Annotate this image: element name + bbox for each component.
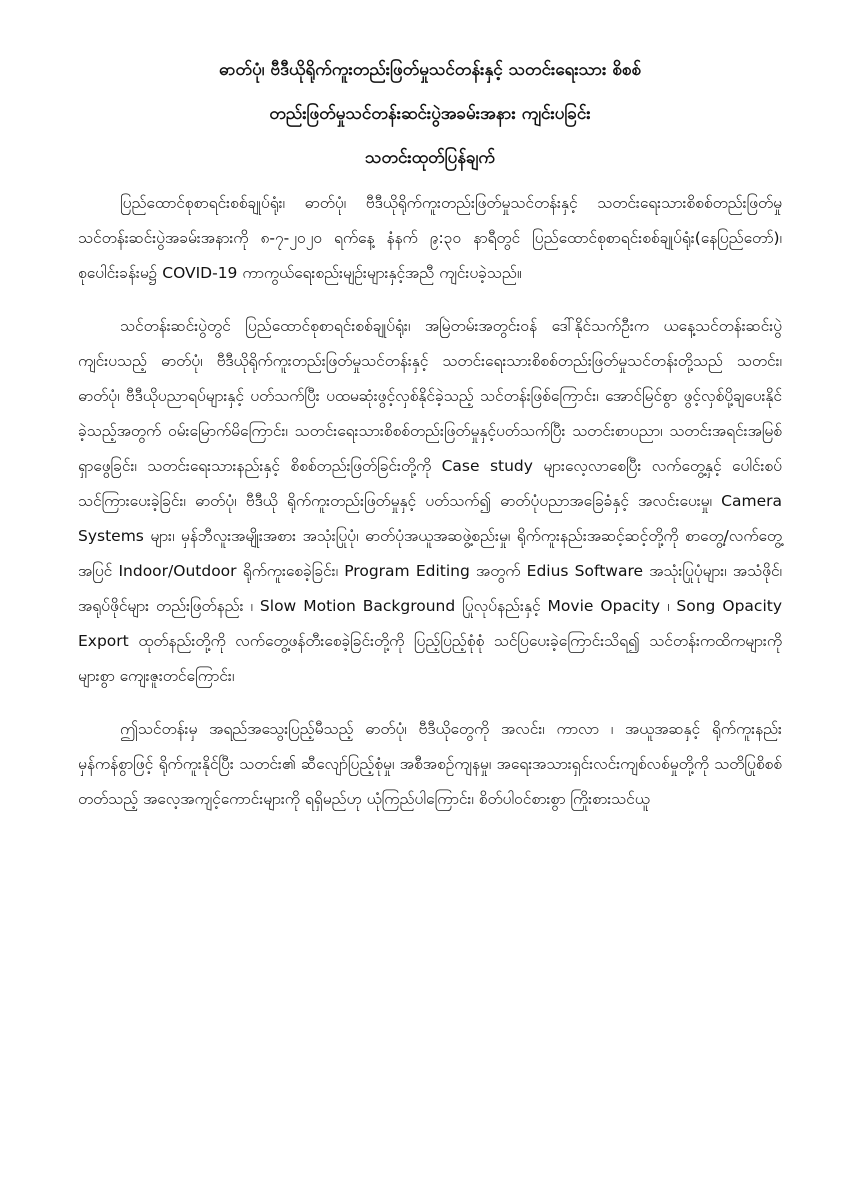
document-title-line-2: တည်းဖြတ်မှုသင်တန်းဆင်းပွဲအခမ်းအနား ကျင်းပခြင်း [269, 104, 591, 124]
paragraph-3: ဤသင်တန်းမှ အရည်အသွေးပြည့်မီသည့် ဓာတ်ပုံ၊ ဗီဒီယိုတွေကို အလင်း၊ ကာလာ ၊ အယူအဆနှင့် ရိုက်ကူးနည်းမှန်ကန်စွာဖြင့် ရိုက်ကူးနိုင်ပြီး သတင်း၏ ဆီလျော်ပြည့်စုံမှု၊ အစီအစဉ်ကျနမှု၊ အရေးအသားရှင်းလင်းကျစ်လစ်မှုတို့ကို သတိပြုစိစစ်တတ်သည့် အလေ့အကျင့်ကောင်းများကို ရရှိမည်ဟု ယုံကြည်ပါကြောင်း၊ စိတ်ပါဝင်စားစွာ ကြိုးစားသင်ယူ [78, 720, 782, 808]
paragraph-1: ပြည်ထောင်စုစာရင်းစစ်ချုပ်ရုံး၊ ဓာတ်ပုံ၊ ဗီဒီယိုရိုက်ကူးတည်းဖြတ်မှုသင်တန်းနှင့် သတင်းရေးသားစိစစ်တည်းဖြတ်မှုသင်တန်းဆင်းပွဲအခမ်းအနားကို ၈-၇-၂၀၂၀ ရက်နေ့ နံနက် ၉:၃၀ နာရီတွင် ပြည်ထောင်စုစာရင်းစစ်ချုပ်ရုံး(နေပြည်တော်)၊ စုပေါင်းခန်းမ၌ COVID-19 ကာကွယ်ရေးစည်းမျဉ်းများနှင့်အညီ ကျင်းပခဲ့သည်။ [78, 194, 782, 282]
paragraph-2: သင်တန်းဆင်းပွဲတွင် ပြည်ထောင်စုစာရင်းစစ်ချုပ်ရုံး၊ အမြဲတမ်းအတွင်းဝန် ဒေါ်နိုင်သက်ဦးက ယနေ့သင်တန်းဆင်းပွဲကျင်းပသည့် ဓာတ်ပုံ၊ ဗီဒီယိုရိုက်ကူးတည်းဖြတ်မှုသင်တန်းနှင့် သတင်းရေးသားစိစစ်တည်းဖြတ်မှုသင်တန်းတို့သည် သတင်း၊ ဓာတ်ပုံ၊ ဗီဒီယိုပညာရပ်များနှင့် ပတ်သက်ပြီး ပထမဆုံးဖွင့်လှစ်နိုင်ခဲ့သည့် သင်တန်းဖြစ်ကြောင်း၊ အောင်မြင်စွာ ဖွင့်လှစ်ပို့ချပေးနိုင်ခဲ့သည့်အတွက် ဝမ်းမြောက်မိကြောင်း၊ သတင်းရေးသားစိစစ်တည်းဖြတ်မှုနှင့်ပတ်သက်ပြီး သတင်းစာပညာ၊ သတင်းအရင်းအမြစ်ရှာဖွေခြင်း၊ သတင်းရေးသားနည်းနှင့် စိစစ်တည်းဖြတ်ခြင်းတို့ကို Case study များလေ့လာစေပြီး လက်တွေ့နှင့် ပေါင်းစပ်သင်ကြားပေးခဲ့ခြင်း၊ ဓာတ်ပုံ၊ ဗီဒီယို ရိုက်ကူးတည်းဖြတ်မှုနှင့် ပတ်သက်၍ ဓာတ်ပုံပညာအခြေခံနှင့် အလင်းပေးမှု၊ Camera Systems များ၊ မှန်ဘီလူးအမျိုးအစား အသုံးပြုပုံ၊ ဓာတ်ပုံအယူအဆဖွဲ့စည်းမှု၊ ရိုက်ကူးနည်းအဆင့်ဆင့်တို့ကို စာတွေ့/လက်တွေ့ အပြင် Indoor/Outdoor ရိုက်ကူးစေခဲ့ခြင်း၊ Program Editing အတွက် Edius Software အသုံးပြုပုံများ၊ အသံဖိုင်၊ အရုပ်ဖိုင်များ တည်းဖြတ်နည်း ၊ Slow Motion Background ပြုလုပ်နည်းနှင့် Movie Opacity ၊ Song Opacity Export ထုတ်နည်းတို့ကို လက်တွေ့ဖန်တီးစေခဲ့ခြင်းတို့ကို ပြည့်ပြည့်စုံစုံ သင်ပြပေးခဲ့ကြောင်းသိရ၍ သင်တန်းကထိကများကို များစွာ ကျေးဇူးတင်ကြောင်း၊ [78, 317, 782, 685]
document-title-line-3: သတင်းထုတ်ပြန်ချက် [365, 148, 495, 168]
document-title-line-1: ဓာတ်ပုံ၊ ဗီဒီယိုရိုက်ကူးတည်းဖြတ်မှုသင်တန်းနှင့် သတင်းရေးသား စိစစ် [218, 60, 642, 80]
